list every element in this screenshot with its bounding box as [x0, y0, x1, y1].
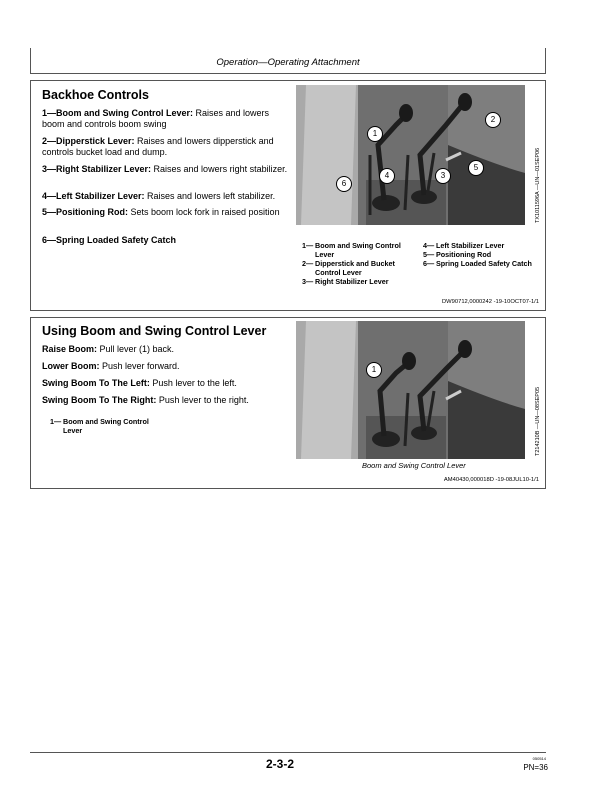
- item-text: Push lever forward.: [99, 361, 180, 371]
- item-term: 1—Boom and Swing Control Lever:: [42, 108, 194, 118]
- legend-num: 4—: [423, 241, 435, 250]
- item-text: Push lever to the left.: [149, 378, 237, 388]
- item-text: Pull lever (1) back.: [97, 344, 175, 354]
- footer-code: 050514: [532, 756, 546, 761]
- legend-num: 1—: [50, 417, 62, 426]
- legend-num: 6—: [423, 259, 435, 268]
- item-text: Raises and lowers left stabilizer.: [144, 191, 276, 201]
- footer-divider: [30, 752, 546, 753]
- legend-text: Left Stabilizer Lever: [436, 241, 505, 250]
- legend-row: [50, 417, 160, 435]
- callout-1: 1: [366, 362, 382, 378]
- section-backhoe-controls: [30, 80, 546, 311]
- control-item: [42, 136, 294, 158]
- item-text: Raises and lowers dipperstick and controls bucket load and dump.: [42, 136, 274, 157]
- item-text: Push lever to the right.: [156, 395, 249, 405]
- legend-left: [302, 241, 414, 286]
- control-item: [42, 191, 294, 202]
- footer-pn: PN=36: [523, 763, 548, 772]
- control-item: [42, 164, 294, 175]
- item-term: Raise Boom:: [42, 344, 98, 354]
- instruction-item: [42, 344, 294, 355]
- control-item: [42, 235, 294, 246]
- item-term: 2—Dipperstick Lever:: [42, 136, 135, 146]
- item-term: Lower Boom:: [42, 361, 100, 371]
- instruction-item: [42, 361, 294, 372]
- legend-row: [302, 241, 414, 259]
- backhoe-controls-photo: [296, 85, 525, 225]
- legend-num: 3—: [302, 277, 314, 286]
- item-term: 3—Right Stabilizer Lever:: [42, 164, 152, 174]
- item-term: Swing Boom To The Right:: [42, 395, 157, 405]
- figure-caption: Boom and Swing Control Lever: [362, 461, 466, 470]
- control-item: [42, 207, 294, 218]
- legend-num: 1—: [302, 241, 314, 250]
- legend-row: [423, 259, 543, 268]
- legend-row: [302, 277, 414, 286]
- item-text: Raises and lowers boom and controls boom swing: [42, 108, 270, 129]
- callout-3: 3: [435, 168, 451, 184]
- control-item: [42, 108, 294, 130]
- page-number: 2-3-2: [265, 757, 294, 771]
- legend-num: 2—: [302, 259, 314, 268]
- header-title: Operation—Operating Attachment: [216, 57, 360, 68]
- instruction-item: [42, 395, 294, 406]
- legend-text: Positioning Rod: [436, 250, 492, 259]
- legend-row: [302, 259, 414, 277]
- legend-text: Right Stabilizer Lever: [315, 277, 389, 286]
- legend-row: [423, 241, 543, 250]
- callout-2: 2: [485, 112, 501, 128]
- section-title: Using Boom and Swing Control Lever: [42, 324, 267, 338]
- boom-lever-photo: [296, 321, 525, 459]
- item-term: 6—Spring Loaded Safety Catch: [42, 235, 177, 245]
- legend-text: Boom and Swing Control Lever: [63, 417, 149, 435]
- legend-right: [423, 241, 543, 268]
- legend-row: [423, 250, 543, 259]
- legend: [50, 417, 160, 435]
- callout-6: 6: [336, 176, 352, 192]
- legend-num: 5—: [423, 250, 435, 259]
- doc-id: DW90712,0000242 -19-10OCT07-1/1: [442, 299, 539, 305]
- callout-1: 1: [367, 126, 383, 142]
- callout-4: 4: [379, 168, 395, 184]
- instruction-item: [42, 378, 294, 389]
- item-term: 4—Left Stabilizer Lever:: [42, 191, 145, 201]
- item-text: Sets boom lock fork in raised position: [128, 207, 280, 217]
- doc-id: AM40430,000018D -19-08JUL10-1/1: [443, 477, 539, 483]
- page-header: [30, 48, 546, 74]
- section-title: Backhoe Controls: [42, 88, 149, 102]
- image-id: TX1011596A —UN—01SEP06: [535, 147, 541, 223]
- item-term: 5—Positioning Rod:: [42, 207, 128, 217]
- item-text: Raises and lowers right stabilizer.: [151, 164, 288, 174]
- legend-text: Boom and Swing Control Lever: [315, 241, 401, 259]
- image-id: T214210B —UN—08SEP05: [535, 386, 541, 456]
- legend-text: Spring Loaded Safety Catch: [436, 259, 532, 268]
- callout-5: 5: [468, 160, 484, 176]
- legend-text: Dipperstick and Bucket Control Lever: [315, 259, 395, 277]
- section-using-boom-lever: [30, 317, 546, 489]
- item-term: Swing Boom To The Left:: [42, 378, 150, 388]
